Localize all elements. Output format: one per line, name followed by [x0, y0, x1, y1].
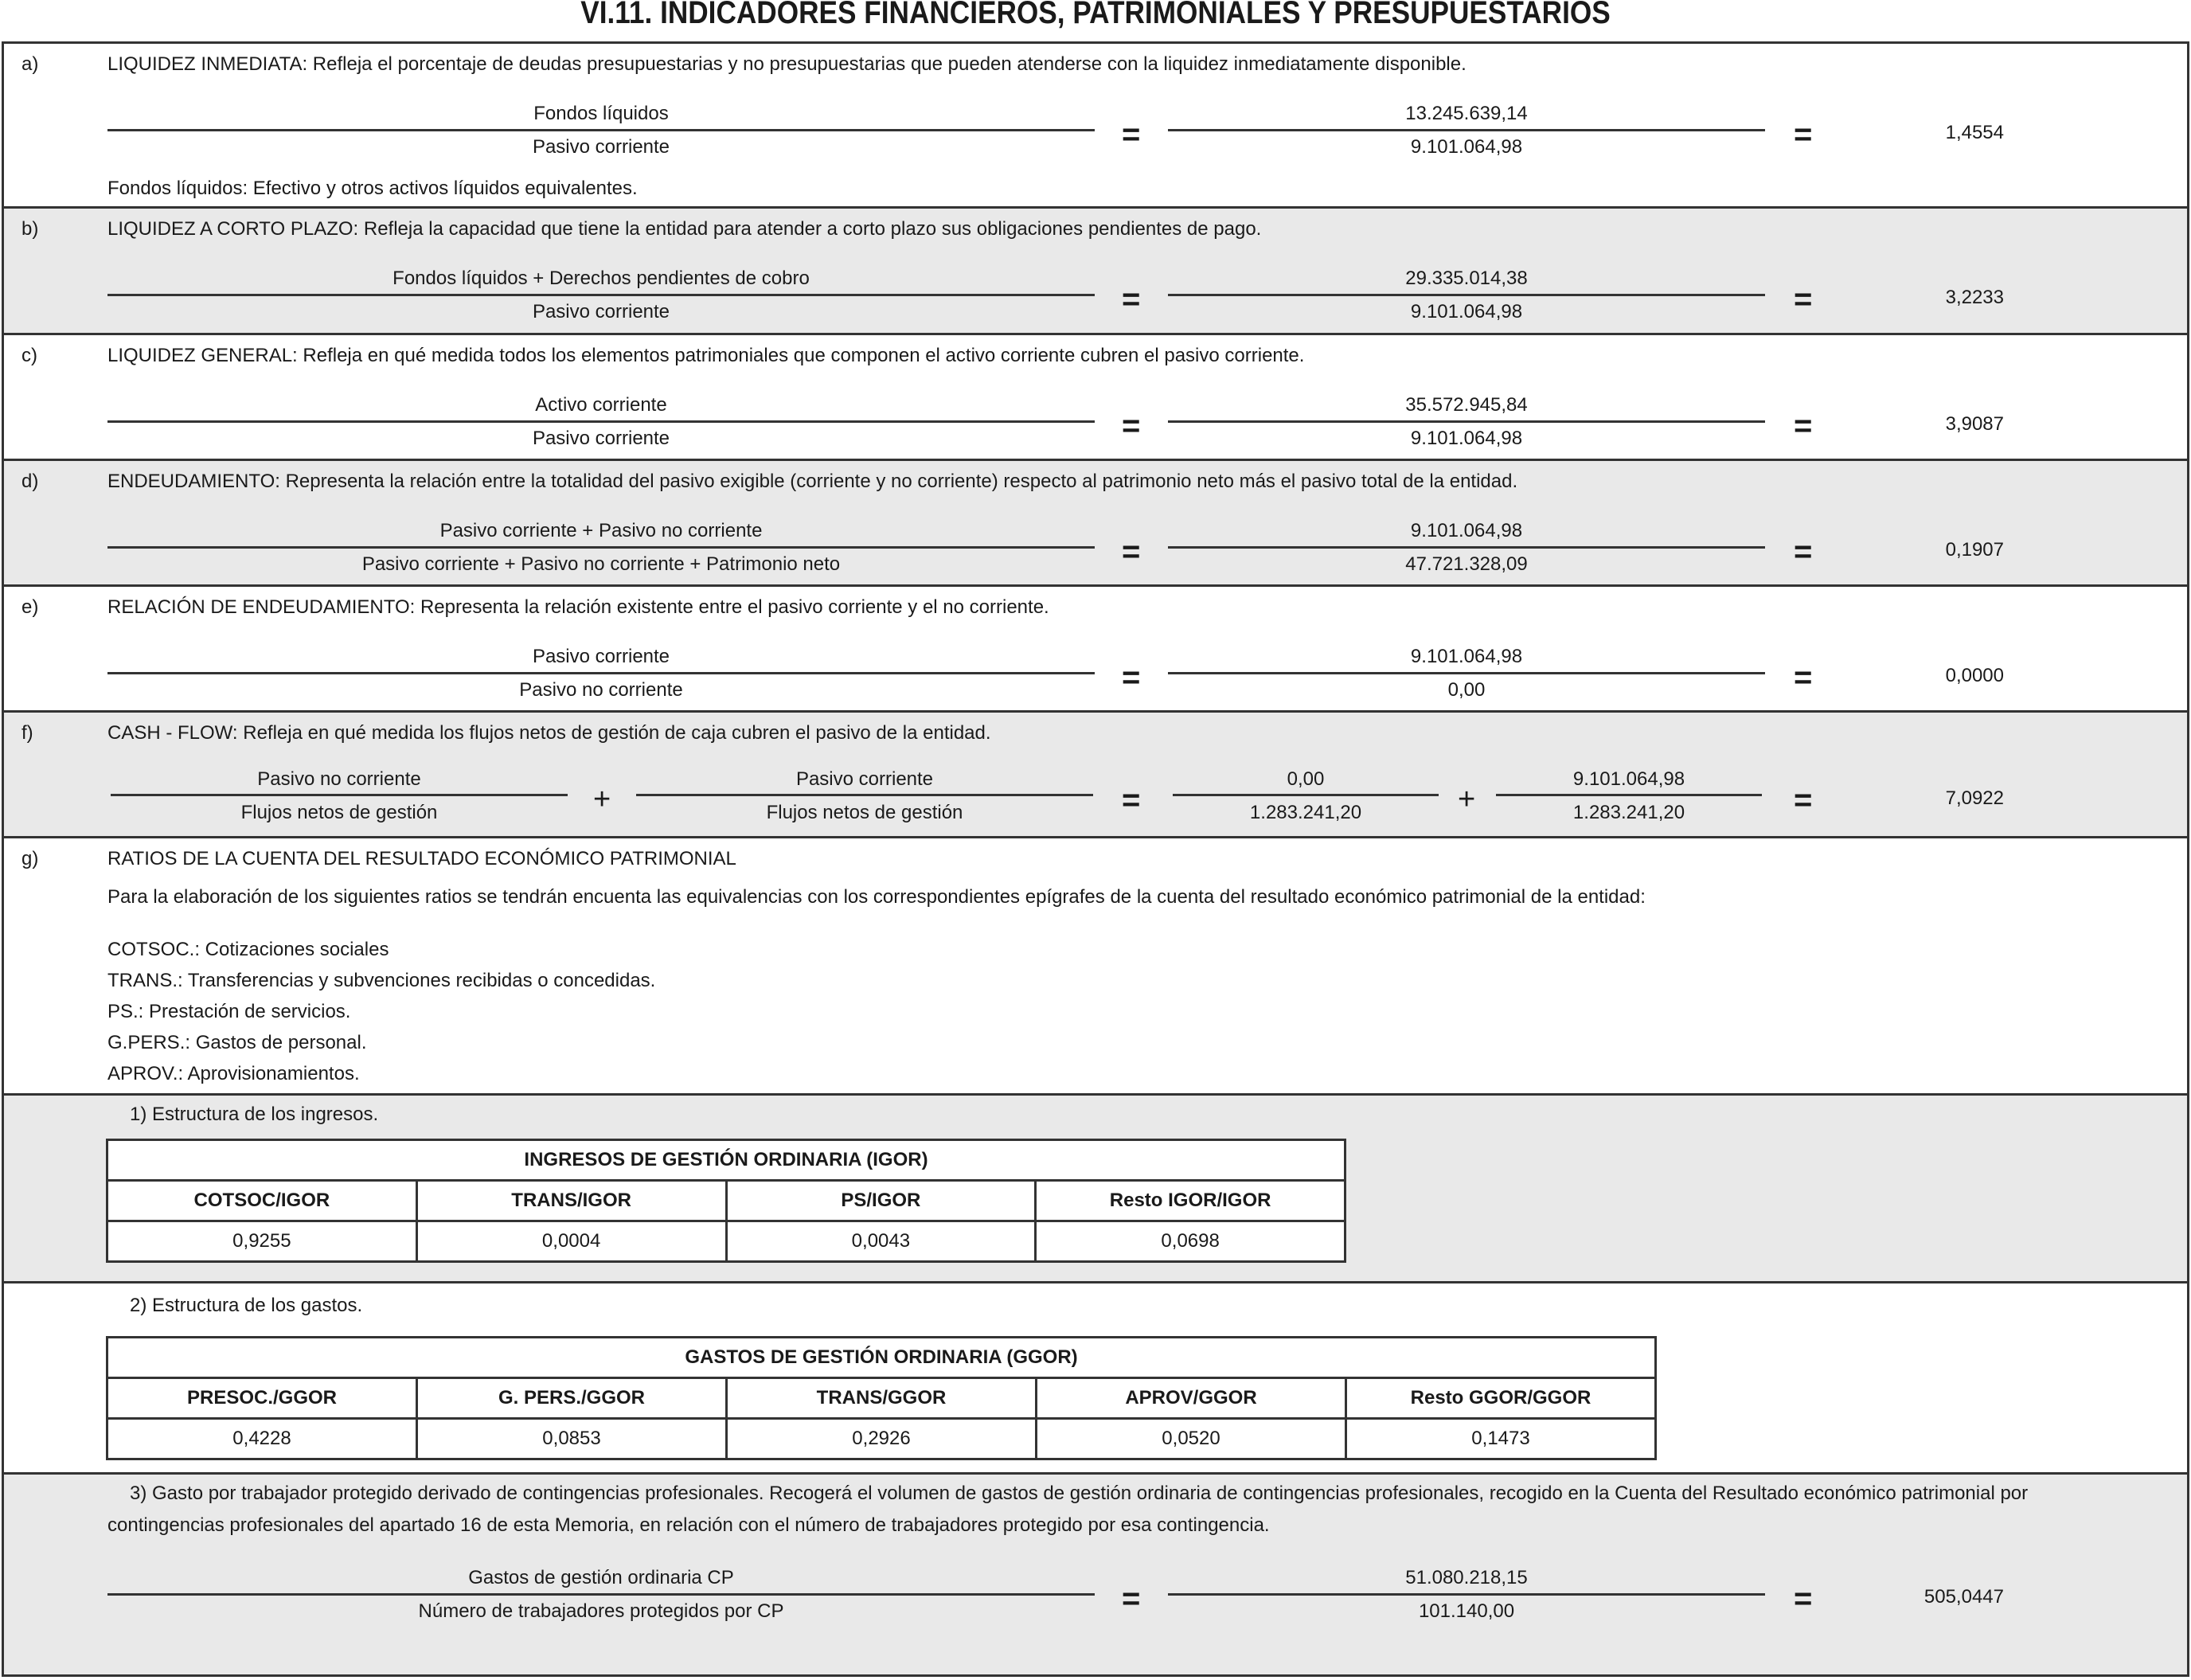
denominator-value: 9.101.064,98 — [1410, 136, 1523, 158]
denominator-label: Flujos netos de gestión — [766, 802, 963, 823]
section-letter: d) — [21, 471, 39, 492]
denominator-label: Pasivo corriente — [532, 136, 670, 158]
gastos-table — [106, 1336, 1657, 1460]
denominator-value: 1.283.241,20 — [1572, 802, 1685, 823]
section-e — [2, 587, 2189, 713]
table-cell: 0,0043 — [726, 1221, 1036, 1262]
numerator-value: 0,00 — [1287, 768, 1325, 790]
fraction-line — [636, 794, 1093, 796]
fraction-line — [107, 1593, 1095, 1596]
column-header: Resto IGOR/IGOR — [1036, 1181, 1345, 1221]
column-header: Resto GGOR/GGOR — [1346, 1378, 1656, 1419]
section-description: LIQUIDEZ GENERAL: Refleja en qué medida todos los elementos patrimoniales que componen el activo corriente cubren el pasivo corriente. — [107, 345, 1305, 366]
section-description: LIQUIDEZ INMEDIATA: Refleja el porcentaje de deudas presupuestarias y no presupuestarias que pueden atenderse con la liquidez inmediatamente disponible. — [107, 53, 1467, 75]
table-cell: 0,0004 — [416, 1221, 726, 1262]
column-header: APROV/GGOR — [1037, 1378, 1346, 1419]
result-value: 0,0000 — [1945, 665, 2004, 686]
numerator-value: 35.572.945,84 — [1405, 394, 1528, 416]
table-title: GASTOS DE GESTIÓN ORDINARIA (GGOR) — [107, 1338, 1656, 1378]
definition-item: PS.: Prestación de servicios. — [107, 1001, 351, 1022]
fraction-line — [107, 420, 1095, 423]
column-header: PRESOC./GGOR — [107, 1378, 417, 1419]
result-value: 0,1907 — [1945, 539, 2004, 561]
section-b — [2, 209, 2189, 335]
section-ingresos — [2, 1096, 2189, 1283]
column-header: PS/IGOR — [726, 1181, 1036, 1221]
numerator-value: 9.101.064,98 — [1572, 768, 1685, 790]
section-letter: e) — [21, 596, 39, 618]
cp-description-line2: contingencias profesionales del apartado 16 de esta Memoria, en relación con el número de trabajadores protegido por esa contingencia. — [107, 1514, 1270, 1536]
fraction-line — [1168, 420, 1765, 423]
section-letter: a) — [21, 53, 39, 75]
section-c — [2, 335, 2189, 461]
numerator-value: 13.245.639,14 — [1405, 103, 1528, 124]
table-title: INGRESOS DE GESTIÓN ORDINARIA (IGOR) — [107, 1140, 1345, 1181]
section-heading: RATIOS DE LA CUENTA DEL RESULTADO ECONÓMICO PATRIMONIAL — [107, 848, 736, 869]
page-title: VI.11. INDICADORES FINANCIEROS, PATRIMONIALES Y PRESUPUESTARIOS — [580, 0, 1611, 30]
fraction-line — [1168, 129, 1765, 131]
equals-sign: = — [1122, 660, 1141, 695]
section-letter: c) — [21, 345, 37, 366]
fraction-line — [1168, 294, 1765, 296]
section-letter: g) — [21, 848, 39, 869]
denominator-label: Pasivo corriente — [532, 301, 670, 322]
column-header: G. PERS./GGOR — [417, 1378, 727, 1419]
denominator-value: 47.721.328,09 — [1405, 553, 1528, 575]
numerator-value: 29.335.014,38 — [1405, 268, 1528, 289]
table-cell: 0,0520 — [1037, 1419, 1346, 1459]
equals-sign: = — [1794, 534, 1813, 569]
fraction-line — [1173, 794, 1439, 796]
fraction-line — [1168, 672, 1765, 674]
numerator-value: 9.101.064,98 — [1410, 646, 1523, 667]
denominator-value: 101.140,00 — [1418, 1600, 1515, 1622]
numerator-label: Pasivo corriente — [532, 646, 670, 667]
definition-item: COTSOC.: Cotizaciones sociales — [107, 939, 389, 960]
denominator-label: Pasivo corriente — [532, 428, 670, 449]
equals-sign: = — [1122, 117, 1141, 152]
section-description: ENDEUDAMIENTO: Representa la relación entre la totalidad del pasivo exigible (corriente y no corriente) respecto al patrimonio neto más el pasivo total de la entidad. — [107, 471, 1518, 492]
equals-sign: = — [1794, 282, 1813, 317]
equals-sign: = — [1122, 282, 1141, 317]
result-value: 3,2233 — [1945, 287, 2004, 308]
ingresos-table — [106, 1139, 1346, 1263]
denominator-value: 9.101.064,98 — [1410, 301, 1523, 322]
cp-description-line1: 3) Gasto por trabajador protegido derivado de contingencias profesionales. Recogerá el volumen de gastos de gestión ordinaria de contingencias profesionales, recogido en la Cuenta del Resultado económico patrimonial por — [130, 1483, 2029, 1504]
subsection-label: 1) Estructura de los ingresos. — [130, 1104, 379, 1125]
fraction-line — [107, 672, 1095, 674]
equals-sign: = — [1794, 117, 1813, 152]
section-note: Fondos líquidos: Efectivo y otros activos líquidos equivalentes. — [107, 178, 638, 199]
equals-sign: = — [1794, 783, 1813, 818]
subsection-label: 2) Estructura de los gastos. — [130, 1295, 363, 1316]
plus-sign: + — [1458, 783, 1476, 816]
section-description: CASH - FLOW: Refleja en qué medida los flujos netos de gestión de caja cubren el pasivo de la entidad. — [107, 722, 991, 744]
section-letter: f) — [21, 722, 33, 744]
table-cell: 0,0853 — [417, 1419, 727, 1459]
fraction-line — [1496, 794, 1762, 796]
table-cell: 0,4228 — [107, 1419, 417, 1459]
equals-sign: = — [1794, 1581, 1813, 1616]
equals-sign: = — [1794, 660, 1813, 695]
denominator-label: Pasivo corriente + Pasivo no corriente + Patrimonio neto — [361, 553, 841, 575]
definition-item: G.PERS.: Gastos de personal. — [107, 1032, 367, 1053]
equals-sign: = — [1794, 408, 1813, 443]
section-a — [2, 41, 2189, 209]
column-header: COTSOC/IGOR — [107, 1181, 417, 1221]
numerator-label: Fondos líquidos — [533, 103, 669, 124]
section-description: LIQUIDEZ A CORTO PLAZO: Refleja la capacidad que tiene la entidad para atender a corto plazo sus obligaciones pendientes de pago. — [107, 218, 1262, 240]
equals-sign: = — [1122, 783, 1141, 818]
denominator-label: Número de trabajadores protegidos por CP — [418, 1600, 784, 1622]
fraction-line — [107, 546, 1095, 549]
fraction-line — [1168, 1593, 1765, 1596]
fraction-line — [111, 794, 568, 796]
result-value: 1,4554 — [1945, 122, 2004, 143]
section-g — [2, 838, 2189, 1096]
section-description: RELACIÓN DE ENDEUDAMIENTO: Representa la relación existente entre el pasivo corriente y el no corriente. — [107, 596, 1049, 618]
denominator-label: Flujos netos de gestión — [240, 802, 438, 823]
result-value: 7,0922 — [1945, 787, 2004, 809]
table-cell: 0,9255 — [107, 1221, 417, 1262]
numerator-label: Pasivo corriente + Pasivo no corriente — [439, 520, 763, 541]
denominator-value: 1.283.241,20 — [1249, 802, 1362, 823]
numerator-label: Fondos líquidos + Derechos pendientes de cobro — [393, 268, 810, 289]
fraction-line — [107, 129, 1095, 131]
equals-sign: = — [1122, 408, 1141, 443]
table-cell: 0,2926 — [727, 1419, 1037, 1459]
equals-sign: = — [1122, 1581, 1141, 1616]
equals-sign: = — [1122, 534, 1141, 569]
section-letter: b) — [21, 218, 39, 240]
numerator-label: Activo corriente — [535, 394, 667, 416]
numerator-label: Gastos de gestión ordinaria CP — [468, 1567, 734, 1588]
section-cp — [2, 1475, 2189, 1677]
fraction-line — [107, 294, 1095, 296]
table-cell: 0,1473 — [1346, 1419, 1656, 1459]
definition-item: APROV.: Aprovisionamientos. — [107, 1063, 360, 1084]
table-cell: 0,0698 — [1036, 1221, 1345, 1262]
column-header: TRANS/GGOR — [727, 1378, 1037, 1419]
result-value: 3,9087 — [1945, 413, 2004, 435]
section-d — [2, 461, 2189, 587]
denominator-value: 9.101.064,98 — [1410, 428, 1523, 449]
section-intro: Para la elaboración de los siguientes ratios se tendrán encuenta las equivalencias con los correspondientes epígrafes de la cuenta del resultado económico patrimonial de la entidad: — [107, 886, 1646, 908]
column-header: TRANS/IGOR — [416, 1181, 726, 1221]
numerator-value: 9.101.064,98 — [1410, 520, 1523, 541]
result-value: 505,0447 — [1923, 1586, 2004, 1608]
numerator-value: 51.080.218,15 — [1405, 1567, 1528, 1588]
numerator-label: Pasivo no corriente — [257, 768, 421, 790]
section-gastos — [2, 1283, 2189, 1475]
fraction-line — [1168, 546, 1765, 549]
denominator-label: Pasivo no corriente — [519, 679, 683, 701]
denominator-value: 0,00 — [1447, 679, 1486, 701]
definition-item: TRANS.: Transferencias y subvenciones recibidas o concedidas. — [107, 970, 656, 991]
numerator-label: Pasivo corriente — [795, 768, 934, 790]
plus-sign: + — [593, 783, 611, 816]
section-f — [2, 713, 2189, 838]
